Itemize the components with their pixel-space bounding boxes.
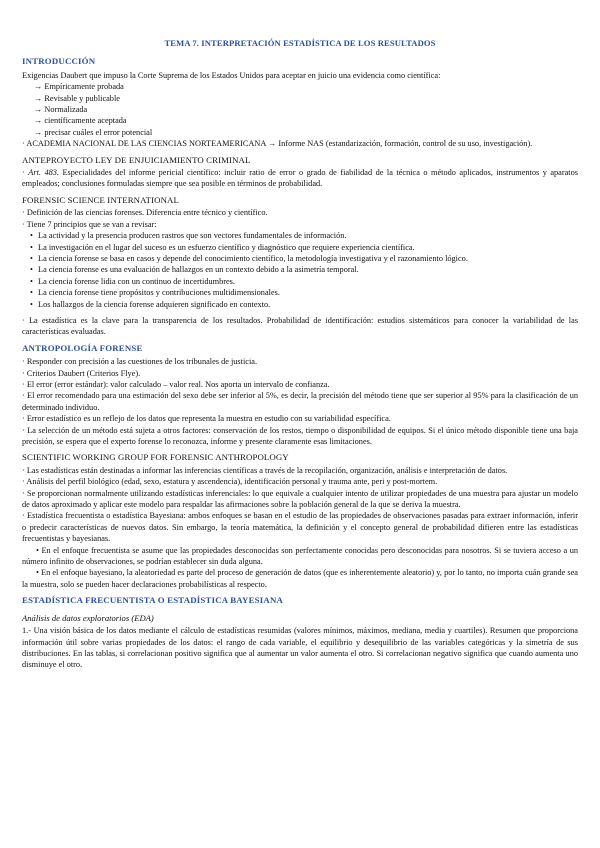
- principles-list: [22, 230, 578, 310]
- heading-fsi: FORENSIC SCIENCE INTERNATIONAL: [22, 194, 179, 205]
- swgfa-indented: • En el enfoque bayesiano, la aleatoriedad es parte del proceso de generación de datos (que es inherentemente aleatorio) y, por lo tanto, no importa cuán grande sea la muestra, solo se pueden hacer declaraciones probabilísticas al respecto.: [22, 568, 578, 589]
- antropologia-line: · Criterios Daubert (Criterios Flye).: [22, 368, 141, 378]
- heading-anteproyecto: ANTEPROYECTO LEY DE ENJUICIAMIENTO CRIMINAL: [22, 154, 251, 165]
- document-title: TEMA 7. INTERPRETACIÓN ESTADÍSTICA DE LOS RESULTADOS: [164, 38, 436, 48]
- heading-swgfa: SCIENTIFIC WORKING GROUP FOR FORENSIC ANTHROPOLOGY: [22, 452, 289, 463]
- arrow-item: → científicamente aceptada: [34, 116, 127, 126]
- list-item: • La ciencia forense tiene propósitos y contribuciones multidimensionales.: [40, 287, 578, 298]
- academia-paragraph: · ACADEMIA NACIONAL DE LAS CIENCIAS NORTEAMERICANA → Informe NAS (estandarización, formación, control de su uso, investigación).: [22, 139, 533, 149]
- eda-paragraph: 1.- Una visión básica de los datos mediante el cálculo de estadísticas resumidas (valores mínimos, máximos, mediana, media y cuartiles). Resumen que proporciona información útil sobre varias propiedades de los datos: el rango de cada variable, el equilibrio y desequilibrio de las variables categóricas y la simetría de sus distribuciones. En las tablas, si correlacionan positivo significa que al aumentar un valor aumenta el otro. Si correlacionan negativo significa que cuando aumenta uno disminuye el otro.: [22, 626, 578, 670]
- swgfa-line: · Estadística frecuentista o estadística Bayesiana: ambos enfoques se basan en el estudio de las propiedades de observaciones pasadas para extraer información, inferir o predecir características de nuevos datos. Sin embargo, la teoría matemática, la definición y el concepto general de probabilidad difieren entre las estadísticas frecuentistas y bayesianas.: [22, 511, 578, 544]
- intro-lead: Exigencias Daubert que impuso la Corte Suprema de los Estados Unidos para aceptar en juicio una evidencia como científica:: [22, 70, 441, 80]
- antropologia-line: · El error recomendado para una estimación del sexo debe ser inferior al 5%, es decir, la precisión del método tiene que ser superior al 95% para la clasificación de un determinado individuo.: [22, 391, 578, 412]
- heading-introduccion: INTRODUCCIÓN: [22, 56, 96, 67]
- subheading-eda: Análisis de datos exploratorios (EDA): [22, 612, 154, 623]
- antropologia-line: · Error estadístico es un reflejo de los datos que representa la muestra en estudio con su variabilidad específica.: [22, 414, 391, 424]
- list-item: • Los hallazgos de la ciencia forense adquieren significado en contexto.: [40, 299, 578, 310]
- antropologia-line: · Responder con precisión a las cuestiones de los tribunales de justicia.: [22, 357, 258, 367]
- arrow-item: → precisar cuáles el error potencial: [34, 127, 153, 137]
- antropologia-line: · El error (error estándar): valor calculado – valor real. Nos aporta un intervalo de confianza.: [22, 379, 330, 389]
- arrow-item: → Revisable y publicable: [34, 93, 120, 103]
- swgfa-line: · Las estadísticas están destinadas a informar las inferencias científicas a través de la recopilación, organización, análisis e interpretación de datos.: [22, 465, 508, 475]
- list-item: • La actividad y la presencia producen rastros que son vectores fundamentales de información.: [40, 230, 578, 241]
- list-item: • La ciencia forense lidia con un continuo de incertidumbres.: [40, 276, 578, 287]
- anteproyecto-text: Especialidades del informe pericial científico: incluir ratio de error o grado de fiabilidad de la técnica o método aplicados, instrumentos y aparatos empleados; conclusiones formuladas siempre que sea posible en términos de probabilidad.: [22, 168, 578, 189]
- antropologia-line: · La selección de un método está sujeta a otros factores: conservación de los restos, tiempo o disponibilidad de equipos. Si el único método disponible tiene una baja precisión, se espera que el experto forense lo reconozca, informe y presente claramente esas limitaciones.: [22, 425, 578, 446]
- heading-frecuentista: ESTADÍSTICA FRECUENTISTA O ESTADÍSTICA BAYESIANA: [22, 595, 284, 606]
- list-item: • La ciencia forense se basa en casos y depende del conocimiento científico, la metodología investigativa y el razonamiento lógico.: [40, 253, 578, 264]
- fsi-line: · Tiene 7 principios que se van a revisar:: [22, 219, 157, 229]
- swgfa-indented: • En el enfoque frecuentista se asume que las propiedades desconocidas son perfectamente conocidas pero desconocidas para nosotros. Si se tuviera acceso a un número infinito de observaciones, se podrían establecer sin duda alguna.: [22, 545, 578, 567]
- arrow-item: → Empíricamente probada: [34, 82, 124, 92]
- arrow-item: → Normalizada: [34, 105, 88, 115]
- heading-antropologia: ANTROPOLOGÍA FORENSE: [22, 342, 143, 353]
- swgfa-line: · Se proporcionan normalmente utilizando estadísticas inferenciales: lo que equivale a cualquier intento de utilizar propiedades de una muestra para ajustar un modelo de datos aproximado y aplicar este modelo para respaldar las afirmaciones sobre la población general de la que se deriva la muestra.: [22, 488, 578, 510]
- list-item: • La investigación en el lugar del suceso es un esfuerzo científico y diagnóstico que requiere experiencia científica.: [40, 242, 578, 253]
- fsi-closing: · La estadística es la clave para la transparencia de los resultados. Probabilidad de identificación: estudios sistemáticos para conocer la variabilidad de las características evaluadas.: [22, 315, 578, 337]
- swgfa-line: · Análisis del perfil biológico (edad, sexo, estatura y ascendencia), identificación personal y trauma ante, peri y post-mortem.: [22, 477, 438, 487]
- anteproyecto-paragraph: · Art. 483. Especialidades del informe pericial científico: incluir ratio de error o grado de fiabilidad de la técnica o método aplicados, instrumentos y aparatos empleados; conclusiones formuladas siempre que sea posible en términos de probabilidad.: [22, 168, 578, 189]
- list-item: • La ciencia forense es una evaluación de hallazgos en un contexto debido a la asimetría temporal.: [40, 264, 578, 275]
- fsi-line: · Definición de las ciencias forenses. Diferencia entre técnico y científico.: [22, 208, 268, 218]
- article-label: Art. 483.: [28, 168, 59, 178]
